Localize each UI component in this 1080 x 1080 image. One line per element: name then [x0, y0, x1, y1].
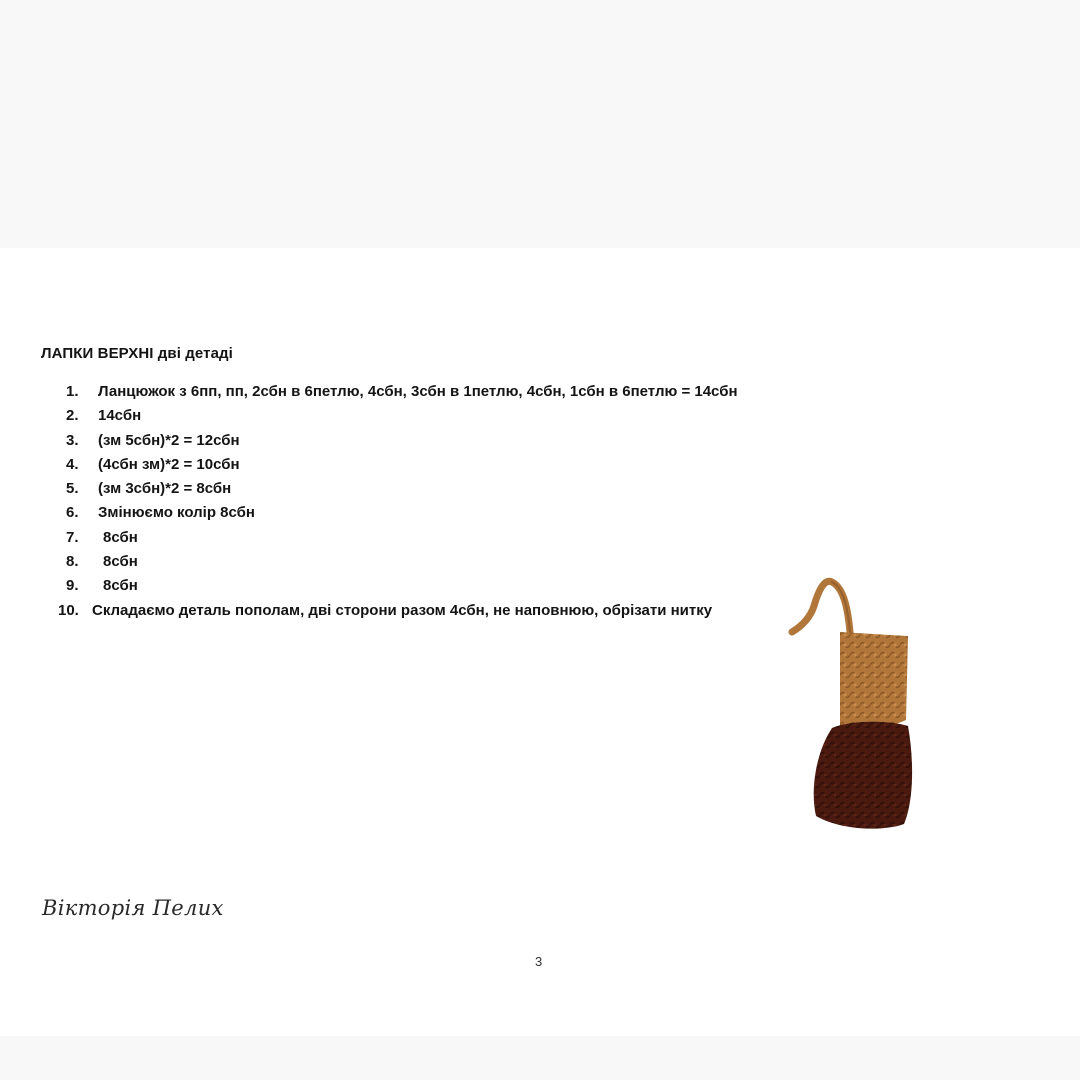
yarn-tail [792, 581, 850, 632]
list-item [58, 599, 766, 623]
step-text: Складаємо деталь пополам, дві сторони разом 4сбн, не наповнюю, обрізати нитку [92, 601, 713, 619]
step-number: 8. [66, 553, 79, 571]
step-number: 1. [66, 383, 79, 400]
bottom-margin-band [0, 1036, 1080, 1080]
top-margin-band [0, 0, 1080, 248]
paw-lower-brown [814, 722, 912, 829]
step-text: (зм 5сбн)*2 = 12сбн [98, 431, 240, 449]
step-number: 10. [58, 601, 79, 619]
list-item [66, 574, 766, 598]
step-number: 6. [66, 504, 79, 522]
step-text: 8сбн [103, 577, 138, 595]
step-text: (зм 3сбн)*2 = 8сбн [98, 480, 232, 498]
step-text: 8сбн [103, 528, 138, 546]
section-title: ЛАПКИ ВЕРХНІ дві детаді [41, 345, 233, 362]
crochet-paw-photo [780, 570, 930, 840]
list-item [66, 380, 766, 404]
instruction-list [58, 380, 766, 623]
step-text: (4сбн зм)*2 = 10сбн [98, 455, 240, 473]
step-text: Ланцюжок з 6пп, пп, 2сбн в 6петлю, 4сбн, 3сбн в 1петлю, 4сбн, 1сбн в 6петлю = 14сбн [98, 383, 738, 400]
list-item [66, 453, 766, 477]
step-number: 2. [66, 407, 79, 425]
author-signature: Вікторія Пелих [42, 896, 224, 920]
step-number: 7. [66, 528, 79, 546]
list-item [66, 477, 766, 501]
step-number: 4. [66, 455, 79, 473]
list-item [66, 429, 766, 453]
step-text: 14сбн [98, 407, 142, 425]
page-number: 3 [535, 954, 543, 969]
step-text: 8сбн [103, 553, 138, 571]
paw-upper-tan [840, 632, 908, 729]
step-text: Змінюємо колір 8сбн [98, 504, 255, 522]
list-item [66, 404, 766, 428]
list-item [66, 501, 766, 525]
list-item [66, 550, 766, 574]
step-number: 5. [66, 480, 79, 498]
list-item [66, 526, 766, 550]
step-number: 9. [66, 577, 79, 595]
step-number: 3. [66, 431, 79, 449]
